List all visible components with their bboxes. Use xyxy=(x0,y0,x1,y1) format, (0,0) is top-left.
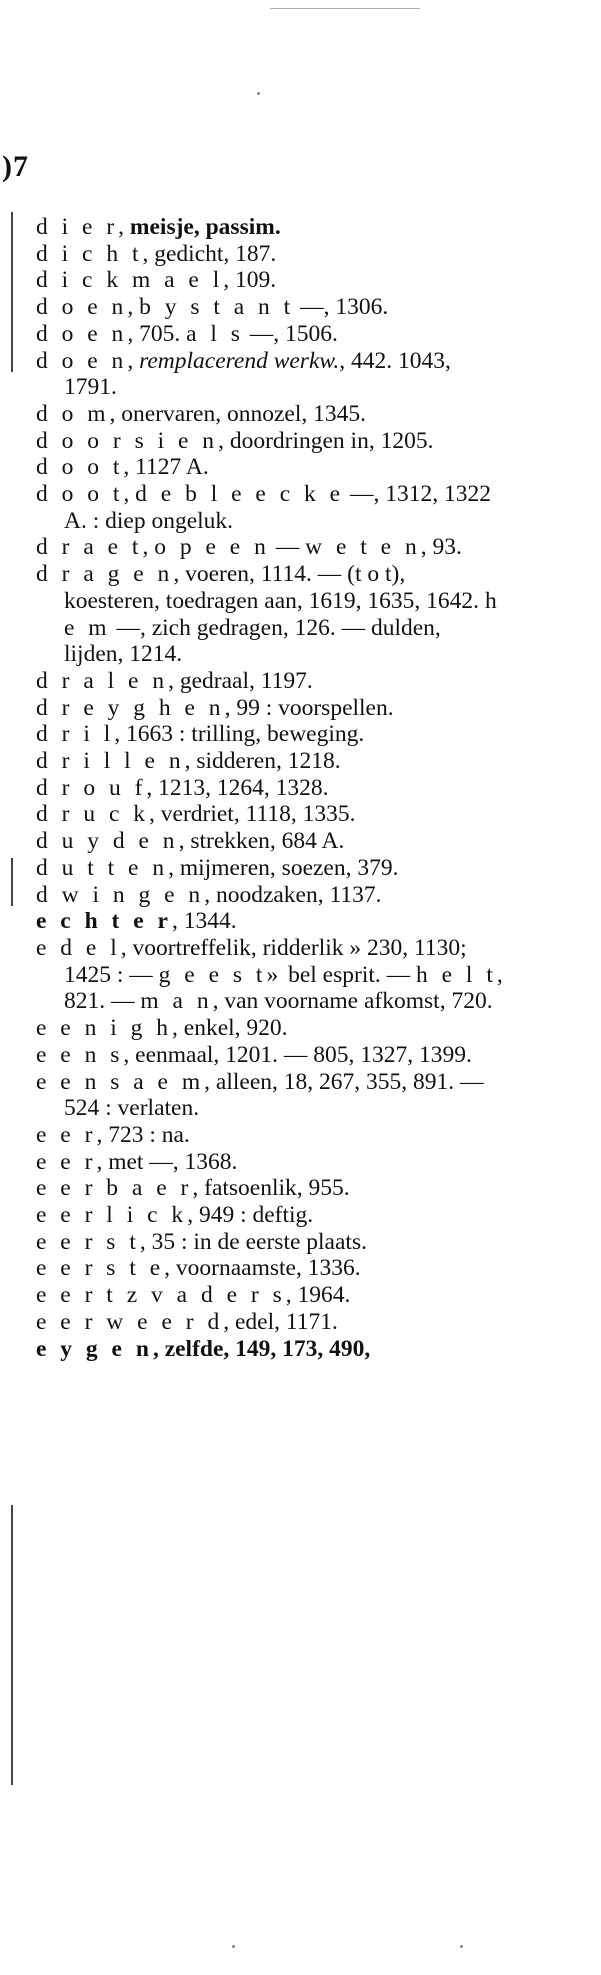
index-entry: d o e n, remplacerend werkw., 442. 1043, 1791. xyxy=(36,347,451,401)
index-entry: e e r w e e r d, edel, 1171. xyxy=(36,1308,338,1335)
index-entry: e e r s t e, voornaamste, 1336. xyxy=(36,1255,361,1282)
index-entry: e e n s a e m, alleen, 18, 267, 355, 891. — 524 : verlaten. xyxy=(36,1068,484,1122)
index-entry: e d e l, voortreffelik, ridderlik » 230, 1130; 1425 : — g e e s t» bel esprit. — h e l t, 821. — m a n, van voorname afkomst, 720. xyxy=(36,934,503,1015)
index-entry: e e r s t, 35 : in de eerste plaats. xyxy=(36,1228,367,1255)
speck xyxy=(257,92,260,95)
speck xyxy=(460,1945,463,1948)
index-entry: d r o u f, 1213, 1264, 1328. xyxy=(36,774,329,801)
index-entry: d i c h t, gedicht, 187. xyxy=(36,240,277,267)
index-entries xyxy=(36,214,596,1362)
index-entry: e e r, 723 : na. xyxy=(36,1121,190,1148)
index-entry: e e r, met —, 1368. xyxy=(36,1148,238,1175)
index-entry: d o o t, d e b l e e c k e —, 1312, 1322 A. : diep ongeluk. xyxy=(36,481,491,534)
index-entry: e e r t z v a d e r s, 1964. xyxy=(36,1282,351,1309)
index-entry: e e n s, eenmaal, 1201. — 805, 1327, 1399. xyxy=(36,1041,472,1068)
index-entry: e e n i g h, enkel, 920. xyxy=(36,1015,288,1042)
speck xyxy=(232,1945,235,1948)
index-entry: e y g e n, zelfde, 149, 173, 490, xyxy=(36,1335,371,1362)
index-entry: d r a l e n, gedraal, 1197. xyxy=(36,667,313,694)
index-entry: d o e n, 705. a l s —, 1506. xyxy=(36,320,338,347)
index-entry: e e r l i c k, 949 : deftig. xyxy=(36,1202,314,1229)
index-entry: d o m, onervaren, onnozel, 1345. xyxy=(36,400,366,427)
index-entry: e c h t e r, 1344. xyxy=(36,908,237,935)
margin-line xyxy=(11,1505,13,1785)
index-entry: d o o t, 1127 A. xyxy=(36,454,209,481)
index-entry: d i e r, meisje, passim. xyxy=(36,214,281,240)
margin-line xyxy=(11,858,13,906)
index-entry: d r i l, 1663 : trilling, beweging. xyxy=(36,721,365,748)
index-entry: d u y d e n, strekken, 684 A. xyxy=(36,828,345,855)
index-entry: d o e n, b y s t a n t —, 1306. xyxy=(36,294,389,321)
top-rule xyxy=(270,8,420,9)
margin-line xyxy=(11,212,13,372)
index-entry: e e r b a e r, fatsoenlik, 955. xyxy=(36,1175,350,1202)
index-entry: d r a e t, o p e e n — w e t e n, 93. xyxy=(36,534,462,561)
index-entry: d w i n g e n, noodzaken, 1137. xyxy=(36,881,382,908)
index-entry: d r e y g h e n, 99 : voorspellen. xyxy=(36,694,394,721)
index-entry: d r i l l e n, sidderen, 1218. xyxy=(36,748,341,775)
index-entry: d u t t e n, mijmeren, soezen, 379. xyxy=(36,854,399,881)
page-number: )7 xyxy=(2,150,29,183)
index-entry: d o o r s i e n, doordringen in, 1205. xyxy=(36,427,434,454)
index-entry: d r a g e n, voeren, 1114. — (t o t), koesteren, toedragen aan, 1619, 1635, 1642. h e m —, zich gedragen, 126. — dulden, lijden, 1214. xyxy=(36,561,501,668)
index-entry: d r u c k, verdriet, 1118, 1335. xyxy=(36,801,356,828)
index-entry: d i c k m a e l, 109. xyxy=(36,267,277,294)
